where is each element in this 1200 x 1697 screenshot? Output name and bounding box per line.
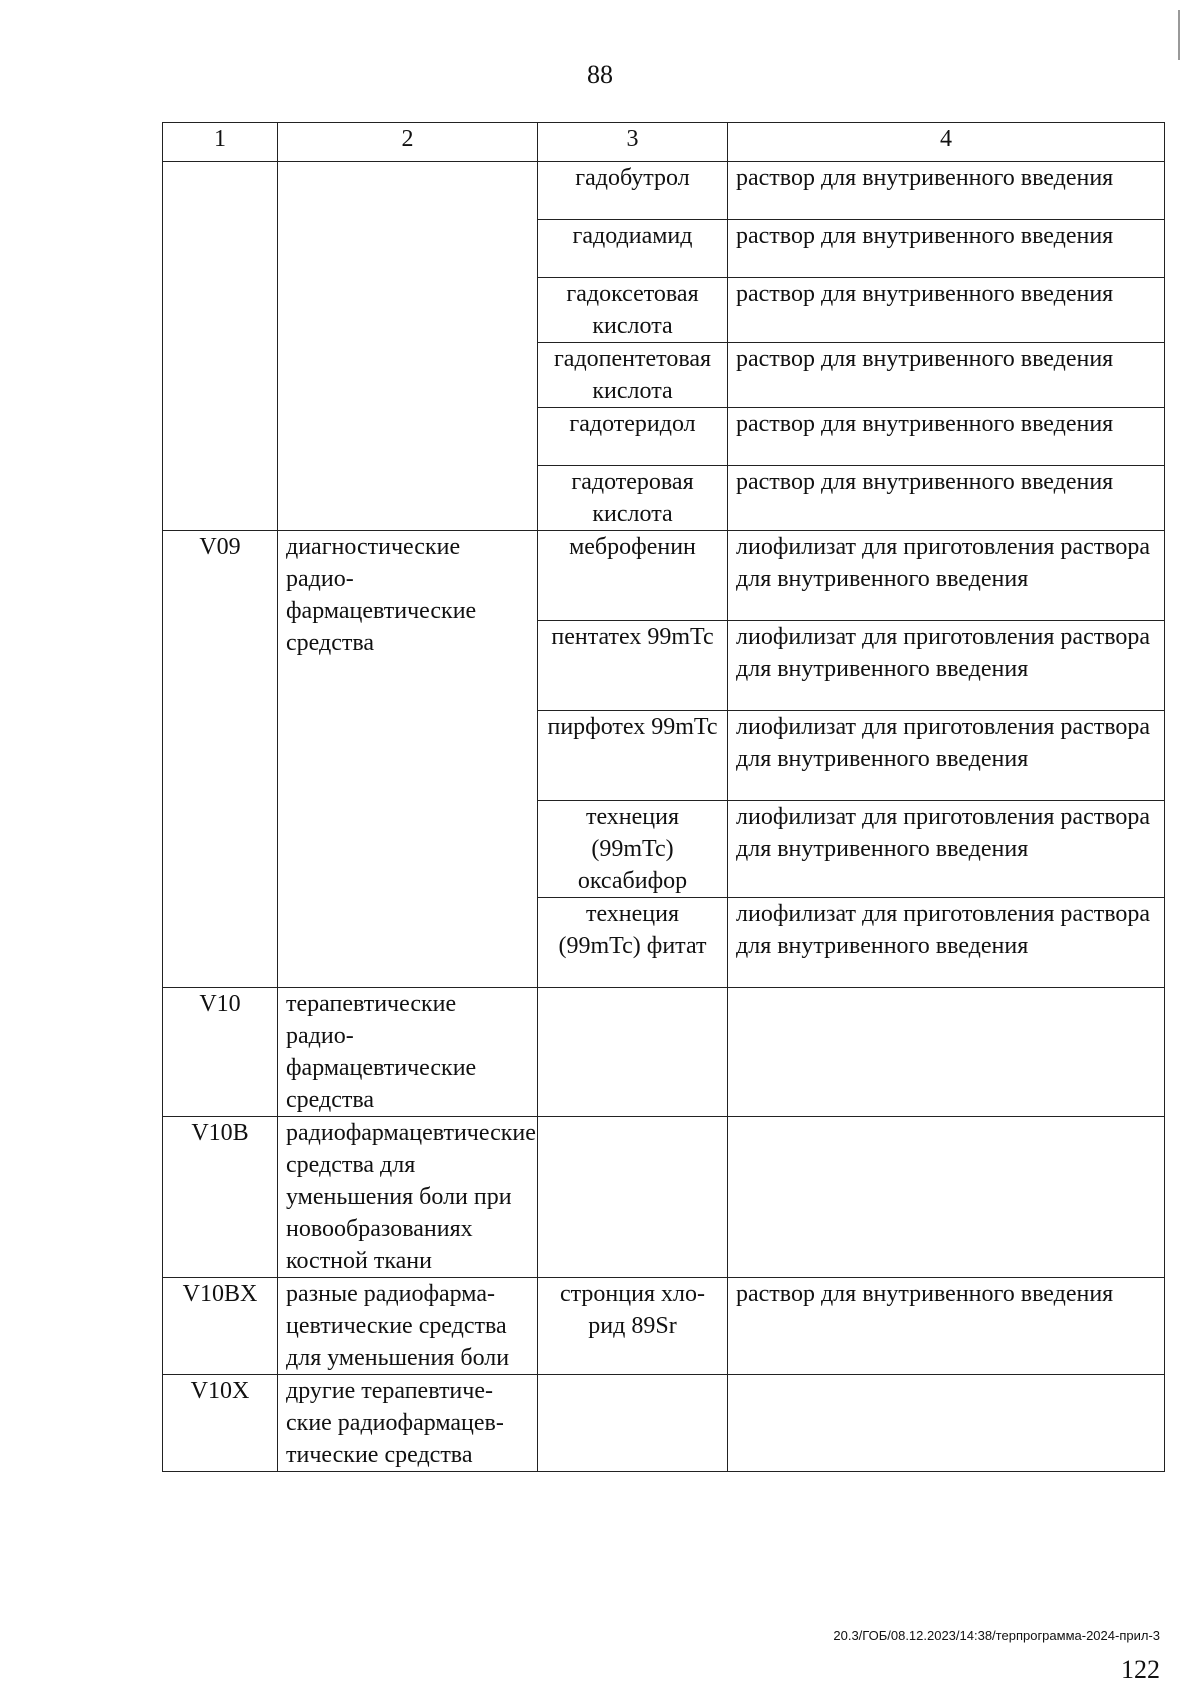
atc-code-cell: V10BX — [163, 1278, 278, 1375]
drug-cell: гадотеридол — [538, 408, 728, 466]
atc-code-cell: V10B — [163, 1117, 278, 1278]
form-cell: лиофилизат для приготовления раствора для внутривенного введения — [728, 621, 1165, 711]
drug-cell: меброфенин — [538, 531, 728, 621]
column-header-3: 3 — [538, 123, 728, 162]
drug-cell: гадобутрол — [538, 162, 728, 220]
atc-code-cell: V09 — [163, 531, 278, 988]
atc-code-cell: V10X — [163, 1375, 278, 1472]
group-name-cell: радиофармацевтические средства для уменьшения боли при новообразованиях костной ткани — [278, 1117, 538, 1278]
form-cell: раствор для внутривенного введения — [728, 408, 1165, 466]
drug-cell-empty — [538, 988, 728, 1117]
form-cell: раствор для внутривенного введения — [728, 343, 1165, 408]
group-name-cell: терапевтические радио-фармацевтические средства — [278, 988, 538, 1117]
drug-cell: пентатех 99mTc — [538, 621, 728, 711]
form-cell: раствор для внутривенного введения — [728, 162, 1165, 220]
group-name-cell: разные радиофарма-цевтические средства для уменьшения боли — [278, 1278, 538, 1375]
code-cell-empty — [163, 162, 278, 531]
form-cell: раствор для внутривенного введения — [728, 220, 1165, 278]
medicine-table — [162, 122, 1165, 1472]
table-row — [163, 988, 1165, 1117]
column-header-4: 4 — [728, 123, 1165, 162]
group-name-cell: диагностические радио-фармацевтические средства — [278, 531, 538, 988]
form-cell: раствор для внутривенного введения — [728, 1278, 1165, 1375]
drug-cell: гадопентетовая кислота — [538, 343, 728, 408]
column-header-2: 2 — [278, 123, 538, 162]
drug-cell: пирфотех 99mTc — [538, 711, 728, 801]
drug-cell: гадодиамид — [538, 220, 728, 278]
form-cell-empty — [728, 1117, 1165, 1278]
name-cell-empty — [278, 162, 538, 531]
drug-cell: гадоксетовая кислота — [538, 278, 728, 343]
header-row — [163, 123, 1165, 162]
table-row — [163, 1117, 1165, 1278]
form-cell: раствор для внутривенного введения — [728, 466, 1165, 531]
form-cell-empty — [728, 1375, 1165, 1472]
group-name-cell: другие терапевтиче-ские радиофармацев-тические средства — [278, 1375, 538, 1472]
table-row — [163, 1375, 1165, 1472]
form-cell: лиофилизат для приготовления раствора для внутривенного введения — [728, 711, 1165, 801]
drug-cell: гадотеровая кислота — [538, 466, 728, 531]
table-row — [163, 531, 1165, 621]
column-header-1: 1 — [163, 123, 278, 162]
page-number: 88 — [587, 60, 613, 89]
form-cell: лиофилизат для приготовления раствора для внутривенного введения — [728, 801, 1165, 898]
table-row — [163, 1278, 1165, 1375]
footer-page-number: 122 — [1121, 1655, 1160, 1684]
drug-cell-empty — [538, 1375, 728, 1472]
drug-cell: технеция (99mTc) оксабифор — [538, 801, 728, 898]
form-cell-empty — [728, 988, 1165, 1117]
form-cell: лиофилизат для приготовления раствора для внутривенного введения — [728, 898, 1165, 988]
form-cell: лиофилизат для приготовления раствора для внутривенного введения — [728, 531, 1165, 621]
drug-cell: стронция хло-рид 89Sr — [538, 1278, 728, 1375]
table-row — [163, 162, 1165, 220]
form-cell: раствор для внутривенного введения — [728, 278, 1165, 343]
scan-margin-mark — [1178, 10, 1180, 60]
document-reference: 20.3/ГОБ/08.12.2023/14:38/терпрограмма-2024-прил-3 — [833, 1628, 1160, 1643]
drug-cell: технеция (99mTc) фитат — [538, 898, 728, 988]
atc-code-cell: V10 — [163, 988, 278, 1117]
drug-cell-empty — [538, 1117, 728, 1278]
